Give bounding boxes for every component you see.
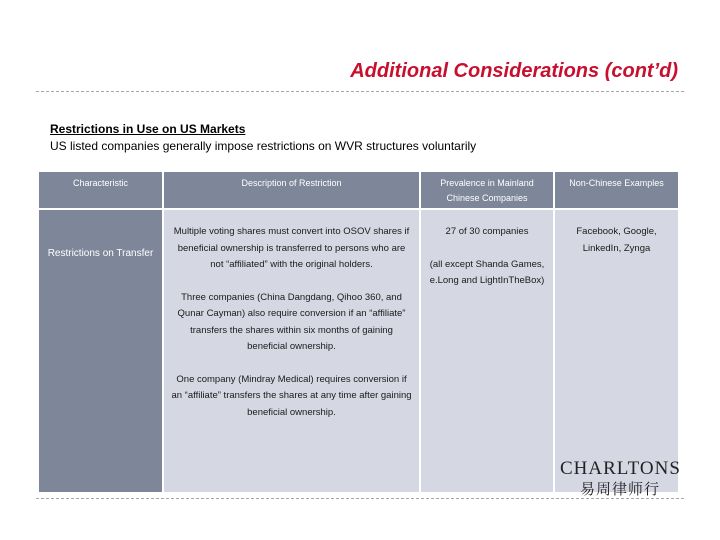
section-description: US listed companies generally impose restrictions on WVR structures voluntarily — [50, 139, 477, 153]
header-characteristic: Characteristic — [39, 172, 162, 208]
characteristic-label: Restrictions on Transfer — [47, 248, 154, 259]
page-title: Additional Considerations (cont’d) — [350, 60, 678, 82]
table-header-row — [39, 172, 678, 208]
header-examples: Non-Chinese Examples — [555, 172, 678, 208]
logo-name: CHARLTONS — [560, 458, 681, 479]
description-paragraph-2: Three companies (China Dangdang, Qihoo 360, and Qunar Cayman) also require conversion if an “affiliate” transfers the shares within six months of gaining beneficial ownership. — [177, 291, 406, 352]
charltons-logo — [560, 459, 680, 499]
examples-list: Facebook, Google, LinkedIn, Zynga — [576, 226, 657, 254]
section-heading: Restrictions in Use on US Markets — [50, 122, 246, 136]
header-divider — [36, 91, 684, 92]
description-paragraph-3: One company (Mindray Medical) requires conversion if an “affiliate” transfers the shares at any time after gaining beneficial ownership. — [171, 373, 412, 418]
table-row — [39, 210, 678, 492]
cell-examples — [555, 210, 681, 492]
description-paragraph-1: Multiple voting shares must convert into OSOV shares if beneficial ownership is transferred to persons who are not “affiliated” with the original holders. — [173, 226, 410, 270]
cell-prevalence — [421, 210, 553, 492]
footer-divider — [36, 498, 684, 499]
header-description: Description of Restriction — [164, 172, 419, 208]
cell-description — [164, 210, 419, 492]
prevalence-count: 27 of 30 companies — [445, 226, 529, 237]
logo-chinese-name: 易周律师行 — [579, 480, 660, 498]
restrictions-table — [37, 170, 680, 494]
header-prevalence: Prevalence in Mainland Chinese Companies — [421, 172, 553, 208]
cell-characteristic — [39, 210, 162, 492]
prevalence-exceptions: (all except Shanda Games, e.Long and LightInTheBox) — [429, 258, 545, 286]
